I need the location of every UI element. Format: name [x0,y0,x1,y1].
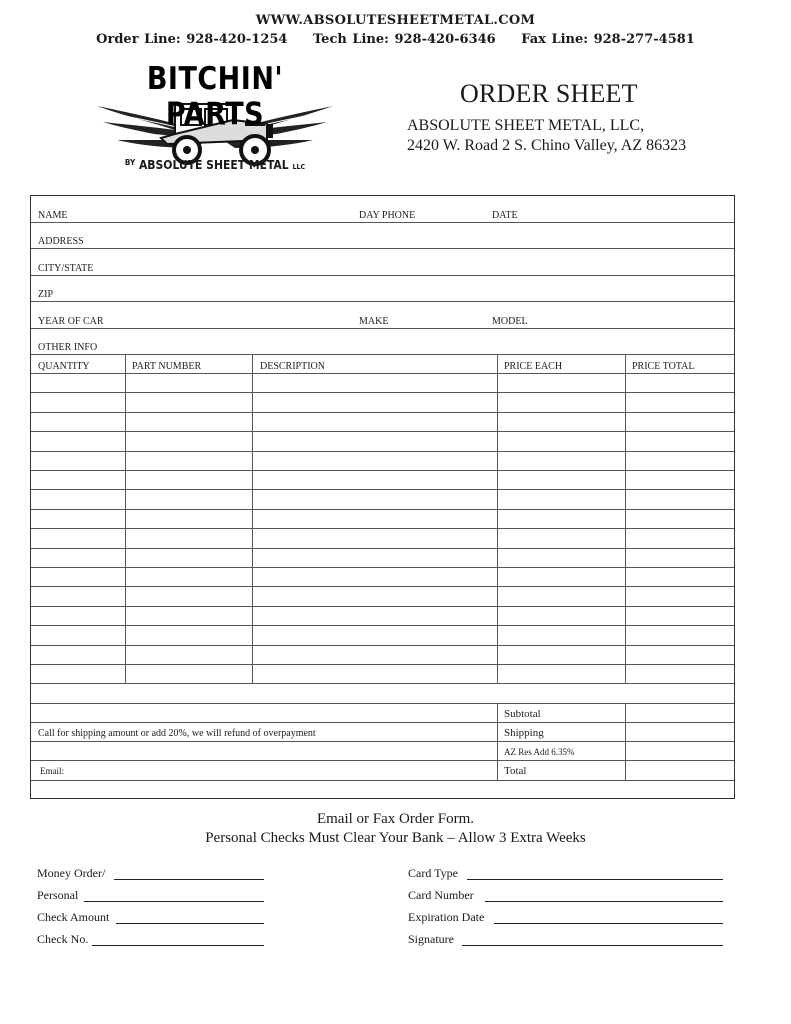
logo-by: BY [124,158,136,167]
shipping-note: Call for shipping amount or add 20%, we will refund of overpayment [38,728,316,739]
card-type-label: Card Type [408,866,458,880]
col-price-each: PRICE EACH [504,361,563,372]
order-form [30,195,735,799]
check-amount-line[interactable] [116,923,264,924]
model-label: MODEL [492,316,528,327]
col-description: DESCRIPTION [260,361,326,372]
money-order-line[interactable] [114,879,264,880]
website-url: WWW.ABSOLUTESHEETMETAL.COM [255,13,536,28]
logo-company: ABSOLUTE SHEET METAL [138,158,289,172]
date-label: DATE [492,210,518,221]
notice-line-2: Personal Checks Must Clear Your Bank – Allow 3 Extra Weeks [205,830,586,846]
card-number-line[interactable] [485,901,723,902]
check-no-label: Check No. [37,932,89,946]
card-number-label: Card Number [408,888,474,902]
signature-line[interactable] [462,945,723,946]
notice [0,810,791,848]
shipping-label: Shipping [504,727,544,739]
logo-llc: LLC [292,163,306,171]
col-quantity: QUANTITY [38,361,90,372]
total-label: Total [504,765,527,777]
money-order-label: Money Order/ [37,866,106,880]
name-label: NAME [38,210,68,221]
expiration-label: Expiration Date [408,910,485,924]
check-amount-label: Check Amount [37,910,110,924]
company-name: ABSOLUTE SHEET METAL, LLC, [407,117,645,134]
zip-label: ZIP [38,289,53,300]
personal-label: Personal [37,888,79,902]
fax-line: Fax Line: 928-277-4581 [521,32,695,47]
logo-subtitle [105,158,325,172]
signature-label: Signature [408,932,454,946]
day-phone-label: DAY PHONE [359,210,416,221]
check-no-line[interactable] [92,945,264,946]
address-label: ADDRESS [38,236,84,247]
tech-line: Tech Line: 928-420-6346 [312,32,496,47]
make-label: MAKE [359,316,389,327]
email-label: Email: [40,766,64,776]
city-state-label: CITY/STATE [38,263,94,274]
notice-line-1: Email or Fax Order Form. [316,811,475,827]
logo-title: BITCHIN' PARTS [146,61,284,133]
personal-line[interactable] [84,901,264,902]
page-title: ORDER SHEET [460,79,638,108]
card-type-line[interactable] [467,879,723,880]
subtotal-label: Subtotal [504,708,541,720]
other-info-label: OTHER INFO [38,342,98,353]
phone-lines [0,32,791,47]
year-of-car-label: YEAR OF CAR [38,316,104,327]
col-part-number: PART NUMBER [132,361,202,372]
expiration-line[interactable] [494,923,723,924]
col-price-total: PRICE TOTAL [632,361,695,372]
order-line: Order Line: 928-420-1254 [96,32,288,47]
az-tax-label: AZ Res Add 6.35% [504,747,575,757]
company-address: 2420 W. Road 2 S. Chino Valley, AZ 86323 [407,137,687,154]
